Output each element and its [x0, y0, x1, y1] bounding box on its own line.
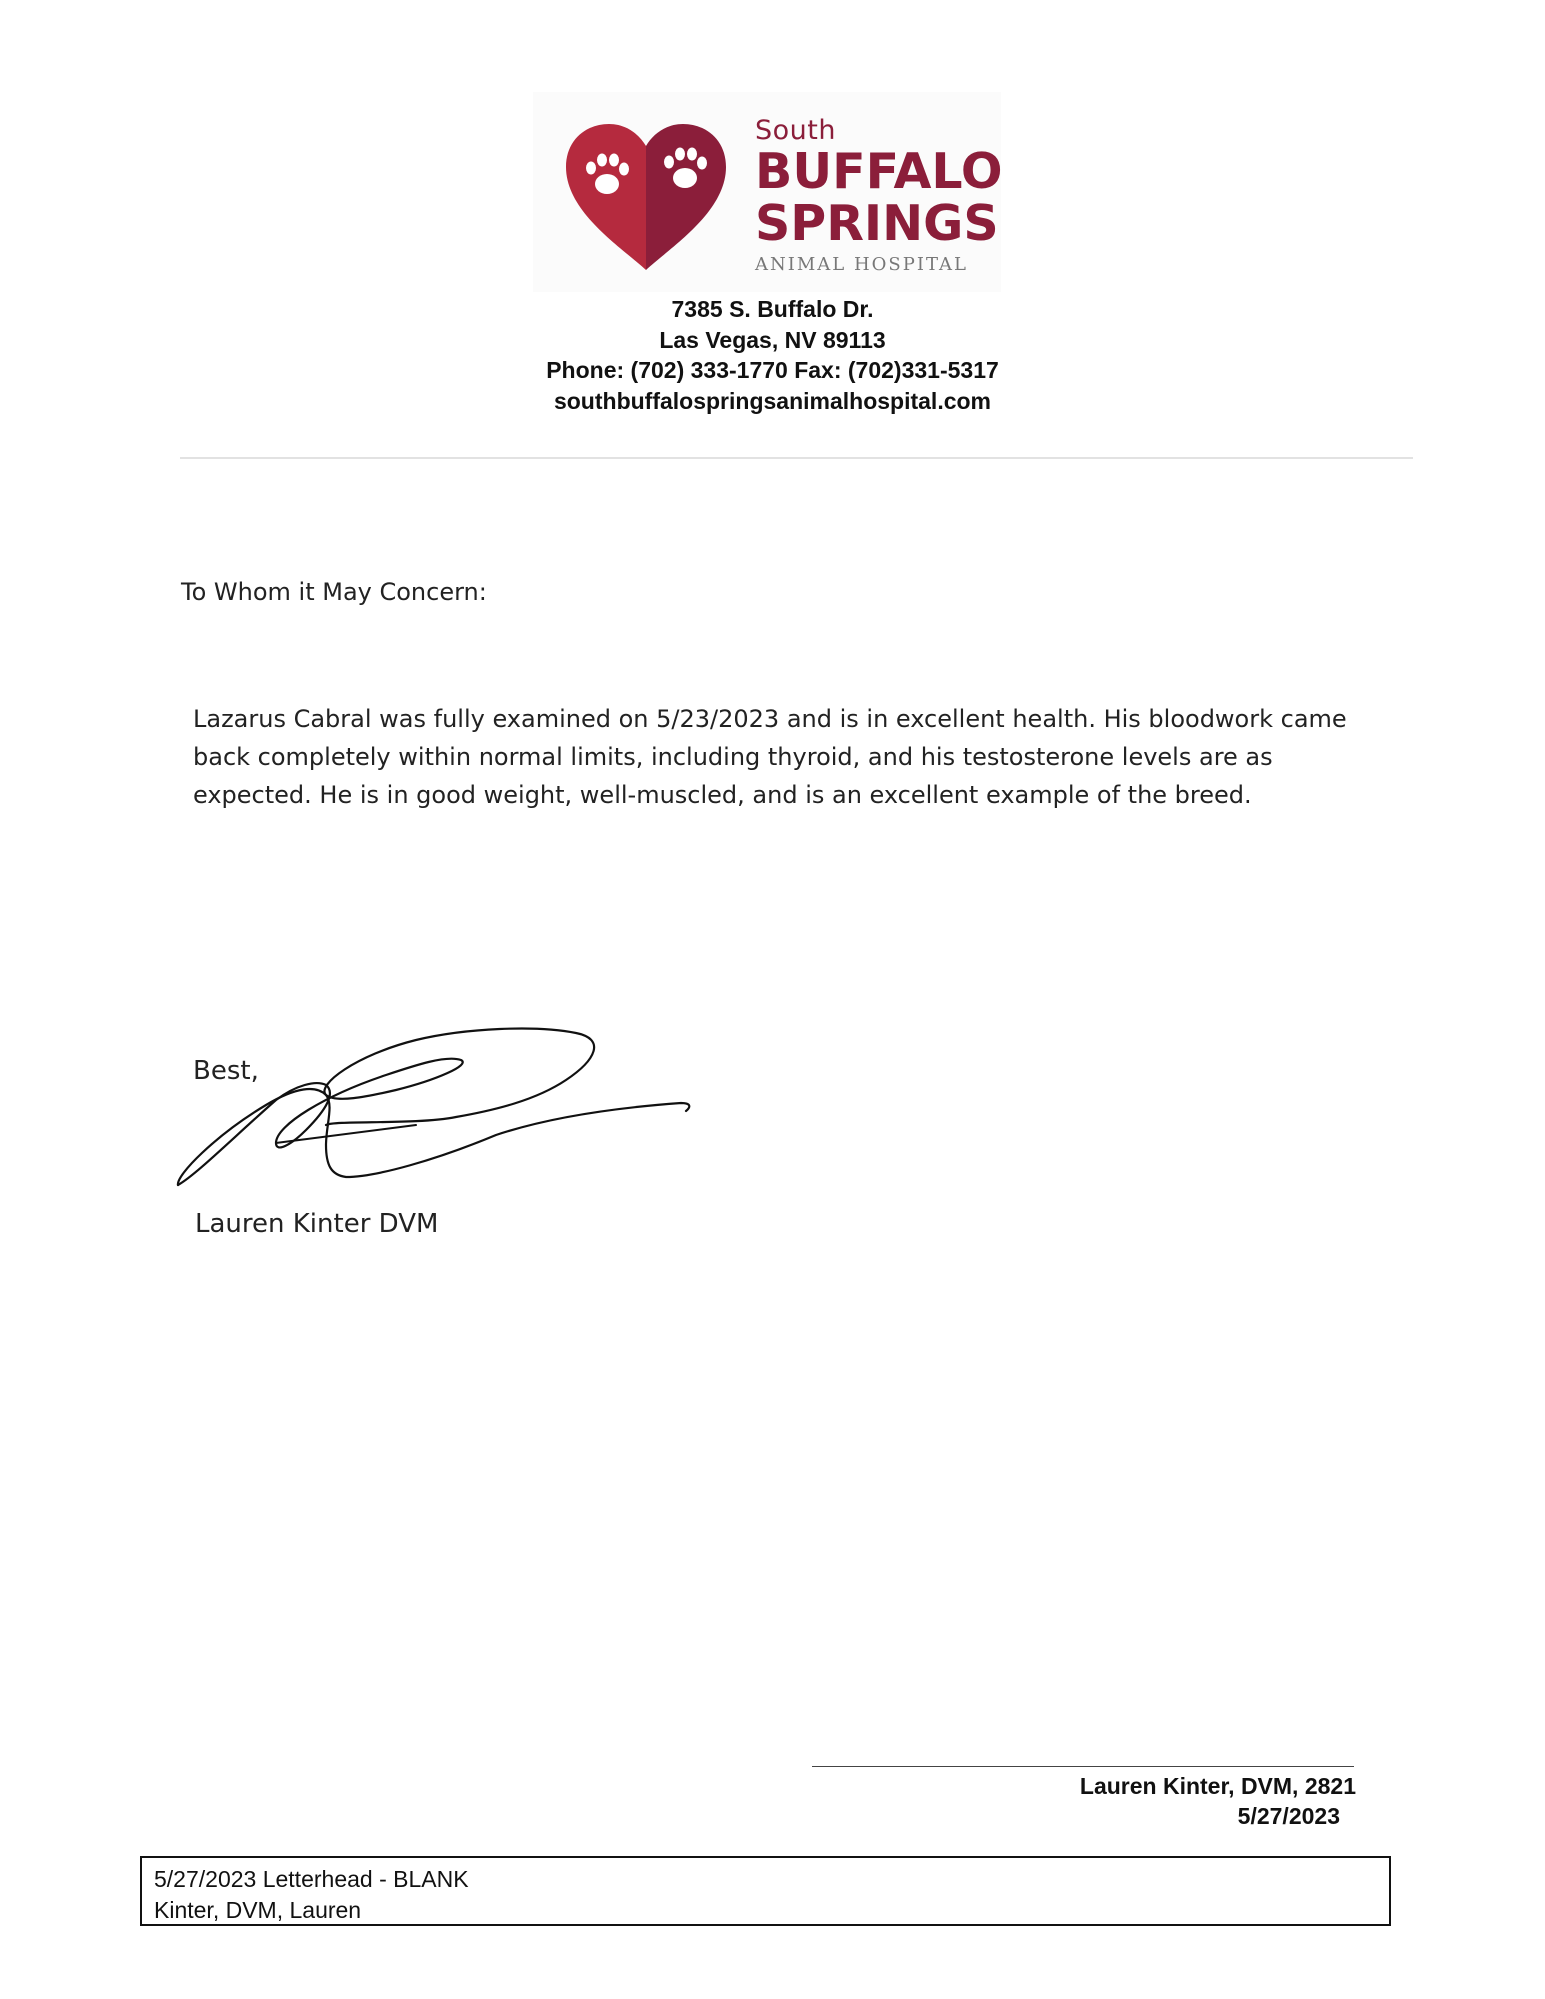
logo-springs: SPRINGS: [755, 195, 999, 252]
footer-line-2: Kinter, DVM, Lauren: [154, 1897, 362, 1923]
signer-name: Lauren Kinter DVM: [195, 1209, 439, 1239]
closing: Best,: [193, 1056, 259, 1086]
letterhead-address: [0, 294, 1545, 416]
signer-license: Lauren Kinter, DVM, 2821: [1079, 1773, 1356, 1799]
logo-animal-hospital: ANIMAL HOSPITAL: [755, 254, 968, 275]
handwritten-signature: [176, 1025, 696, 1200]
letter-body: Lazarus Cabral was fully examined on 5/23/2023 and is in excellent health. His bloodwork came back completely within normal limits, including thyroid, and his testosterone levels are as expected. He is in good weight, well-muscled, and is an excellent example of the breed.: [193, 705, 1347, 809]
signature-date: 5/27/2023: [1237, 1803, 1340, 1829]
salutation: To Whom it May Concern:: [181, 578, 487, 606]
logo-south: South: [755, 115, 836, 146]
website: southbuffalospringsanimalhospital.com: [553, 387, 992, 414]
phone-fax: Phone: (702) 333-1770 Fax: (702)331-5317: [546, 357, 999, 383]
heart-paw-logo-icon: [561, 122, 731, 272]
document-footer-box: [140, 1856, 1391, 1926]
logo-wordmark: [755, 116, 1003, 276]
signature-line: [812, 1766, 1354, 1767]
clinic-logo: [533, 92, 1001, 292]
header-divider: [180, 457, 1413, 459]
street-address: 7385 S. Buffalo Dr.: [671, 296, 874, 322]
logo-buffalo: BUFFALO: [755, 143, 1003, 200]
city-state-zip: Las Vegas, NV 89113: [659, 326, 886, 353]
signature-block: [1080, 1771, 1356, 1831]
footer-line-1: 5/27/2023 Letterhead - BLANK: [154, 1866, 469, 1892]
